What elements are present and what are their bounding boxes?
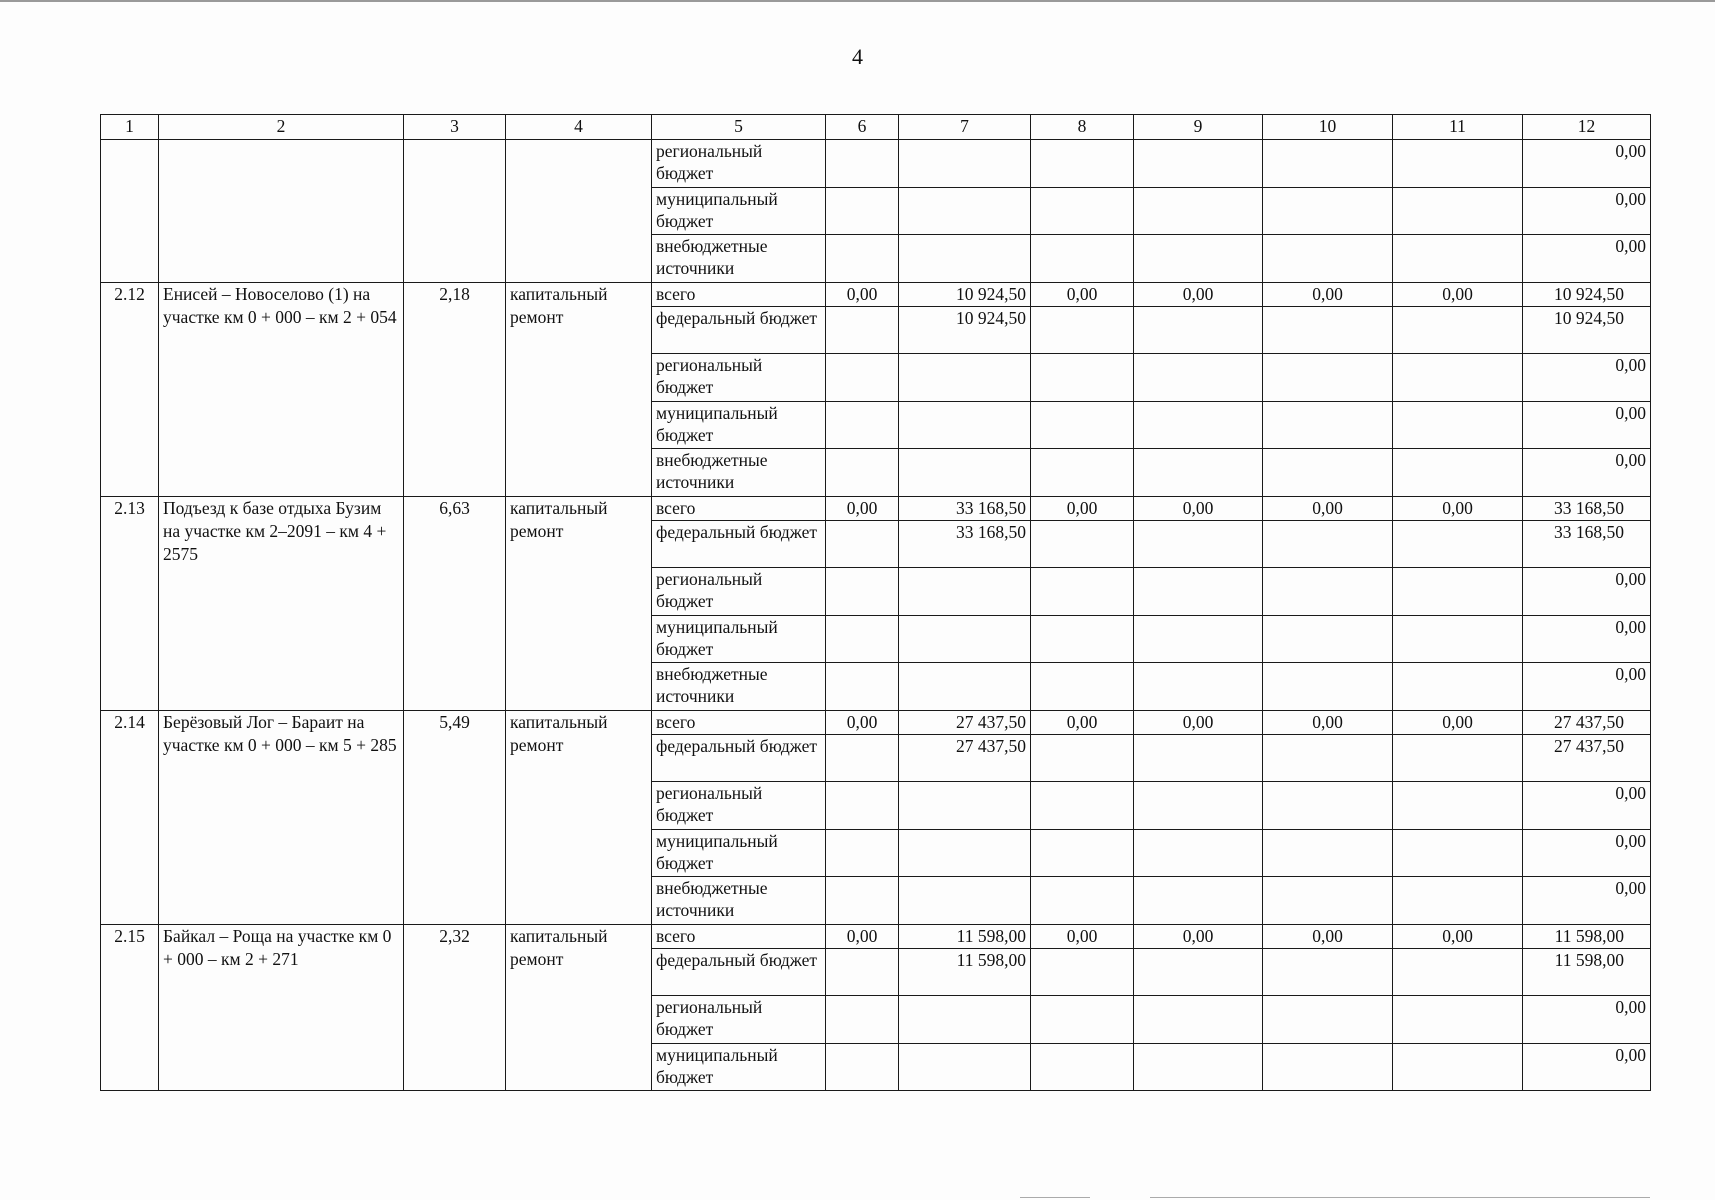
object-length: 2,18	[404, 282, 506, 496]
table-cell	[1031, 782, 1134, 830]
value-cell-c7: 10 924,50	[899, 282, 1031, 306]
value-cell-c6: 0,00	[826, 710, 899, 734]
table-cell	[1031, 948, 1134, 996]
column-header: 7	[899, 115, 1031, 140]
table-cell	[1393, 782, 1523, 830]
column-header: 8	[1031, 115, 1134, 140]
value-cell-c11: 0,00	[1393, 496, 1523, 520]
object-name: Подъезд к базе отдыха Бузим на участке км 2–2091 – км 4 + 2575	[159, 496, 404, 710]
work-type: капитальный ремонт	[506, 496, 652, 710]
table-cell	[899, 568, 1031, 616]
table-cell	[899, 663, 1031, 711]
funding-source: всего	[652, 282, 826, 306]
value-cell-c7: 33 168,50	[899, 496, 1031, 520]
table-cell	[1393, 140, 1523, 188]
table-cell	[899, 401, 1031, 449]
table-cell	[1134, 996, 1263, 1044]
table-cell	[1263, 996, 1393, 1044]
column-header: 4	[506, 115, 652, 140]
funding-source: муниципальный бюджет	[652, 1043, 826, 1091]
funding-source: внебюджетные источники	[652, 449, 826, 497]
value-cell-c12: 0,00	[1523, 449, 1651, 497]
table-cell	[1134, 187, 1263, 235]
table-cell	[1031, 663, 1134, 711]
table-cell	[826, 615, 899, 663]
table-cell	[1031, 734, 1134, 782]
table-cell	[1134, 235, 1263, 283]
value-cell-c9: 0,00	[1134, 282, 1263, 306]
table-cell	[1263, 782, 1393, 830]
table-cell	[1393, 235, 1523, 283]
table-cell	[826, 140, 899, 188]
column-header: 11	[1393, 115, 1523, 140]
table-cell	[1031, 187, 1134, 235]
table-cell	[1031, 996, 1134, 1044]
object-number: 2.15	[101, 924, 159, 1091]
value-cell-c12: 0,00	[1523, 140, 1651, 188]
table-cell	[1393, 449, 1523, 497]
value-cell-c10: 0,00	[1263, 496, 1393, 520]
value-cell-c10: 0,00	[1263, 710, 1393, 734]
value-cell-c7: 11 598,00	[899, 924, 1031, 948]
value-cell-c7: 27 437,50	[899, 734, 1031, 782]
value-cell-c10: 0,00	[1263, 282, 1393, 306]
funding-source: региональный бюджет	[652, 782, 826, 830]
funding-source: всего	[652, 496, 826, 520]
value-cell-c12: 0,00	[1523, 568, 1651, 616]
table-cell	[826, 948, 899, 996]
table-cell	[826, 1043, 899, 1091]
table-cell	[1031, 877, 1134, 925]
value-cell-c12: 0,00	[1523, 829, 1651, 877]
funding-source: внебюджетные источники	[652, 663, 826, 711]
table-cell	[1134, 140, 1263, 188]
column-header: 6	[826, 115, 899, 140]
funding-source: федеральный бюджет	[652, 734, 826, 782]
table-cell	[826, 829, 899, 877]
value-cell-c12: 0,00	[1523, 235, 1651, 283]
funding-source: федеральный бюджет	[652, 306, 826, 354]
value-cell-c12: 33 168,50	[1523, 496, 1651, 520]
column-header: 3	[404, 115, 506, 140]
table-cell	[1031, 354, 1134, 402]
column-number-row	[101, 115, 1651, 140]
object-length: 5,49	[404, 710, 506, 924]
funding-source: федеральный бюджет	[652, 520, 826, 568]
value-cell-c7: 33 168,50	[899, 520, 1031, 568]
table-cell	[899, 996, 1031, 1044]
table-cell	[1134, 449, 1263, 497]
funding-source: региональный бюджет	[652, 354, 826, 402]
value-cell-c10: 0,00	[1263, 924, 1393, 948]
object-number: 2.14	[101, 710, 159, 924]
table-cell	[1263, 877, 1393, 925]
table-cell	[1263, 140, 1393, 188]
value-cell-c9: 0,00	[1134, 924, 1263, 948]
table-cell	[1393, 568, 1523, 616]
table-cell	[1263, 520, 1393, 568]
object-length: 6,63	[404, 496, 506, 710]
table-cell	[1263, 948, 1393, 996]
table-cell	[826, 354, 899, 402]
table-row	[101, 496, 1651, 520]
table-cell	[1134, 663, 1263, 711]
value-cell-c12: 10 924,50	[1523, 282, 1651, 306]
table-cell	[1393, 948, 1523, 996]
table-cell	[826, 401, 899, 449]
object-number: 2.12	[101, 282, 159, 496]
value-cell-c12: 0,00	[1523, 663, 1651, 711]
table-row	[101, 924, 1651, 948]
table-cell	[1393, 520, 1523, 568]
object-name: Берёзовый Лог – Бараит на участке км 0 + 000 – км 5 + 285	[159, 710, 404, 924]
table-cell	[1134, 877, 1263, 925]
table-cell	[1031, 449, 1134, 497]
value-cell-c7: 11 598,00	[899, 948, 1031, 996]
page-number: 4	[852, 44, 863, 69]
value-cell-c12: 33 168,50	[1523, 520, 1651, 568]
scan-top-edge	[0, 0, 1715, 2]
value-cell-c12: 27 437,50	[1523, 734, 1651, 782]
table-cell	[1031, 568, 1134, 616]
funding-source: внебюджетные источники	[652, 877, 826, 925]
table-cell	[899, 615, 1031, 663]
table-cell	[1263, 449, 1393, 497]
value-cell-c8: 0,00	[1031, 924, 1134, 948]
value-cell-c7: 27 437,50	[899, 710, 1031, 734]
table-cell	[1031, 401, 1134, 449]
column-header: 1	[101, 115, 159, 140]
table-cell	[826, 663, 899, 711]
value-cell-c12: 11 598,00	[1523, 948, 1651, 996]
object-name: Байкал – Роща на участке км 0 + 000 – км 2 + 271	[159, 924, 404, 1091]
value-cell-c12: 11 598,00	[1523, 924, 1651, 948]
column-header: 2	[159, 115, 404, 140]
table-cell	[1263, 354, 1393, 402]
table-cell	[1393, 306, 1523, 354]
table-cell	[1263, 734, 1393, 782]
funding-source: муниципальный бюджет	[652, 829, 826, 877]
value-cell-c6: 0,00	[826, 282, 899, 306]
table-cell	[1393, 187, 1523, 235]
table-cell	[899, 782, 1031, 830]
table-cell	[1134, 568, 1263, 616]
scan-bottom-edge	[1020, 1197, 1090, 1198]
table-cell	[826, 568, 899, 616]
table-cell	[1393, 829, 1523, 877]
table-cell	[899, 877, 1031, 925]
table-cell	[101, 140, 159, 283]
table-cell	[1134, 782, 1263, 830]
table-cell	[1393, 401, 1523, 449]
table-cell	[1393, 615, 1523, 663]
table-cell	[1134, 948, 1263, 996]
value-cell-c12: 0,00	[1523, 782, 1651, 830]
value-cell-c8: 0,00	[1031, 496, 1134, 520]
table-cell	[1393, 354, 1523, 402]
table-cell	[404, 140, 506, 283]
value-cell-c12: 10 924,50	[1523, 306, 1651, 354]
table-cell	[899, 187, 1031, 235]
table-row	[101, 710, 1651, 734]
table-cell	[159, 140, 404, 283]
budget-table	[100, 114, 1651, 1091]
funding-source: региональный бюджет	[652, 140, 826, 188]
table-cell	[1134, 520, 1263, 568]
table-cell	[1393, 734, 1523, 782]
value-cell-c12: 0,00	[1523, 187, 1651, 235]
table-row	[101, 140, 1651, 188]
value-cell-c12: 0,00	[1523, 996, 1651, 1044]
table-cell	[1134, 306, 1263, 354]
table-cell	[1393, 1043, 1523, 1091]
table-cell	[1134, 354, 1263, 402]
value-cell-c12: 0,00	[1523, 615, 1651, 663]
funding-source: федеральный бюджет	[652, 948, 826, 996]
table-cell	[826, 782, 899, 830]
table-cell	[826, 877, 899, 925]
table-row	[101, 282, 1651, 306]
funding-source: муниципальный бюджет	[652, 401, 826, 449]
object-number: 2.13	[101, 496, 159, 710]
table-cell	[899, 1043, 1031, 1091]
funding-source: региональный бюджет	[652, 996, 826, 1044]
table-cell	[1263, 187, 1393, 235]
table-cell	[826, 996, 899, 1044]
table-cell	[1134, 829, 1263, 877]
work-type: капитальный ремонт	[506, 924, 652, 1091]
table-cell	[826, 449, 899, 497]
table-cell	[1031, 140, 1134, 188]
table-cell	[1263, 829, 1393, 877]
table-cell	[1031, 235, 1134, 283]
table-cell	[899, 829, 1031, 877]
value-cell-c8: 0,00	[1031, 282, 1134, 306]
object-length: 2,32	[404, 924, 506, 1091]
table-cell	[1263, 235, 1393, 283]
table-cell	[1134, 401, 1263, 449]
table-cell	[1263, 663, 1393, 711]
value-cell-c12: 0,00	[1523, 401, 1651, 449]
table-cell	[1134, 734, 1263, 782]
work-type: капитальный ремонт	[506, 282, 652, 496]
value-cell-c7: 10 924,50	[899, 306, 1031, 354]
value-cell-c11: 0,00	[1393, 282, 1523, 306]
table-cell	[1263, 568, 1393, 616]
column-header: 9	[1134, 115, 1263, 140]
table-cell	[899, 140, 1031, 188]
table-cell	[899, 354, 1031, 402]
value-cell-c11: 0,00	[1393, 710, 1523, 734]
value-cell-c11: 0,00	[1393, 924, 1523, 948]
table-cell	[826, 187, 899, 235]
table-cell	[1393, 877, 1523, 925]
table-cell	[826, 520, 899, 568]
value-cell-c6: 0,00	[826, 496, 899, 520]
table-cell	[1031, 1043, 1134, 1091]
table-cell	[826, 734, 899, 782]
table-cell	[1134, 1043, 1263, 1091]
table-cell	[1134, 615, 1263, 663]
object-name: Енисей – Новоселово (1) на участке км 0 + 000 – км 2 + 054	[159, 282, 404, 496]
table-cell	[1393, 663, 1523, 711]
table-cell	[1263, 306, 1393, 354]
table-cell	[1393, 996, 1523, 1044]
value-cell-c12: 0,00	[1523, 1043, 1651, 1091]
table-cell	[506, 140, 652, 283]
value-cell-c9: 0,00	[1134, 496, 1263, 520]
funding-source: муниципальный бюджет	[652, 615, 826, 663]
table-cell	[826, 306, 899, 354]
value-cell-c12: 0,00	[1523, 354, 1651, 402]
table-cell	[826, 235, 899, 283]
column-header: 10	[1263, 115, 1393, 140]
funding-source: региональный бюджет	[652, 568, 826, 616]
table-body	[101, 140, 1651, 1091]
value-cell-c6: 0,00	[826, 924, 899, 948]
column-header: 5	[652, 115, 826, 140]
column-header: 12	[1523, 115, 1651, 140]
table-cell	[1031, 306, 1134, 354]
funding-source: муниципальный бюджет	[652, 187, 826, 235]
table-cell	[1263, 1043, 1393, 1091]
value-cell-c12: 0,00	[1523, 877, 1651, 925]
funding-source: внебюджетные источники	[652, 235, 826, 283]
value-cell-c8: 0,00	[1031, 710, 1134, 734]
funding-source: всего	[652, 924, 826, 948]
value-cell-c12: 27 437,50	[1523, 710, 1651, 734]
work-type: капитальный ремонт	[506, 710, 652, 924]
table-cell	[1263, 401, 1393, 449]
value-cell-c9: 0,00	[1134, 710, 1263, 734]
table-cell	[899, 235, 1031, 283]
funding-source: всего	[652, 710, 826, 734]
scan-bottom-edge	[1150, 1197, 1650, 1198]
table-cell	[1263, 615, 1393, 663]
table-cell	[1031, 520, 1134, 568]
table-cell	[1031, 615, 1134, 663]
table-cell	[1031, 829, 1134, 877]
table-cell	[899, 449, 1031, 497]
